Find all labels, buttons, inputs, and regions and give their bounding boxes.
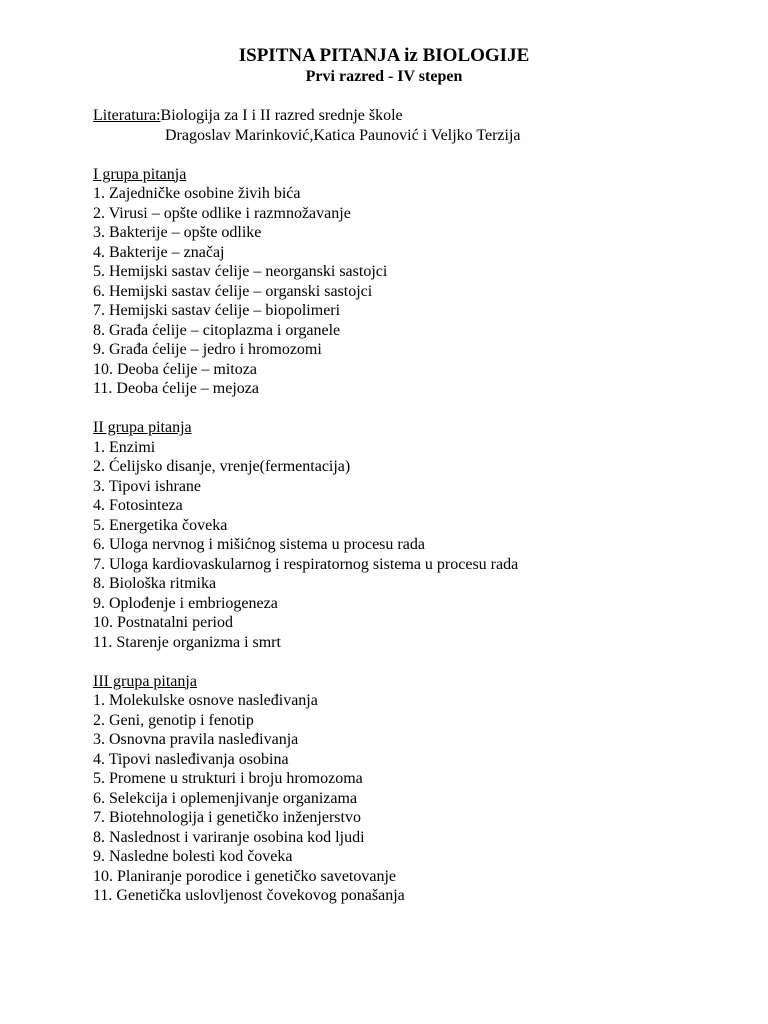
group-3-item: 8. Naslednost i variranje osobina kod ljudi xyxy=(93,828,365,846)
literature-line xyxy=(93,106,753,126)
literature-label: Literatura: xyxy=(93,107,161,124)
group-3-item: 6. Selekcija i oplemenjivanje organizama xyxy=(93,789,358,807)
group-2-item: 2. Ćelijsko disanje, vrenje(fermentacija) xyxy=(93,458,351,475)
literature-authors: Dragoslav Marinković,Katica Paunović i Veljko Terzija xyxy=(165,126,521,144)
spacer xyxy=(93,652,753,672)
group-1-item: 6. Hemijski sastav ćelije – organski sastojci xyxy=(93,282,373,300)
group-3-item: 7. Biotehnologija i genetičko inženjerstvo xyxy=(93,809,361,826)
group-2-item: 4. Fotosinteza xyxy=(93,497,183,514)
group-1-item: 5. Hemijski sastav ćelije – neorganski sastojci xyxy=(93,263,388,280)
group-2-item: 9. Oplođenje i embriogeneza xyxy=(93,594,278,612)
group-2-item: 6. Uloga nervnog i mišićnog sistema u procesu rada xyxy=(93,536,425,553)
group-2-item: 5. Energetika čoveka xyxy=(93,516,228,534)
group-1-item: 3. Bakterije – opšte odlike xyxy=(93,224,262,241)
group-3-item: 1. Molekulske osnove nasleđivanja xyxy=(93,692,318,709)
group-3-item: 11. Genetička uslovljenost čovekovog ponašanja xyxy=(93,887,405,904)
group-1-item: 8. Građa ćelije – citoplazma i organele xyxy=(93,321,341,339)
group-3-item: 10. Planiranje porodice i genetičko savetovanje xyxy=(93,867,397,885)
group-2-item: 7. Uloga kardiovaskularnog i respiratornog sistema u procesu rada xyxy=(93,555,519,573)
group-3-item: 2. Geni, genotip i fenotip xyxy=(93,711,254,729)
group-3-item: 9. Nasledne bolesti kod čoveka xyxy=(93,848,293,865)
spacer xyxy=(93,145,753,165)
group-2-item: 11. Starenje organizma i smrt xyxy=(93,633,281,651)
document-body xyxy=(93,106,753,906)
group-2-heading: II grupa pitanja xyxy=(93,419,192,436)
group-1-item: 2. Virusi – opšte odlike i razmnožavanje xyxy=(93,204,351,222)
group-2-item: 10. Postnatalni period xyxy=(93,614,233,631)
group-1-heading: I grupa pitanja xyxy=(93,165,187,183)
group-1-item: 1. Zajedničke osobine živih bića xyxy=(93,185,301,202)
group-1-item: 7. Hemijski sastav ćelije – biopolimeri xyxy=(93,302,341,319)
group-1-item: 4. Bakterije – značaj xyxy=(93,243,225,261)
spacer xyxy=(93,399,753,419)
group-2-item: 8. Biološka ritmika xyxy=(93,575,217,592)
literature-book: Biologija za I i II razred srednje škole xyxy=(160,107,403,124)
document-title: ISPITNA PITANJA iz BIOLOGIJE xyxy=(238,45,530,66)
group-2-item: 3. Tipovi ishrane xyxy=(93,477,202,495)
group-1-item: 10. Deoba ćelije – mitoza xyxy=(93,360,257,378)
group-3-heading: III grupa pitanja xyxy=(93,672,197,690)
group-1-item: 9. Građa ćelije – jedro i hromozomi xyxy=(93,341,322,358)
document-subtitle: Prvi razred - IV stepen xyxy=(305,68,463,85)
group-3-item: 4. Tipovi nasleđivanja osobina xyxy=(93,750,289,768)
group-3-item: 3. Osnovna pravila nasleđivanja xyxy=(93,731,299,748)
group-1-item: 11. Deoba ćelije – mejoza xyxy=(93,380,259,397)
group-3-item: 5. Promene u strukturi i broju hromozoma xyxy=(93,770,363,787)
group-2-item: 1. Enzimi xyxy=(93,438,156,456)
